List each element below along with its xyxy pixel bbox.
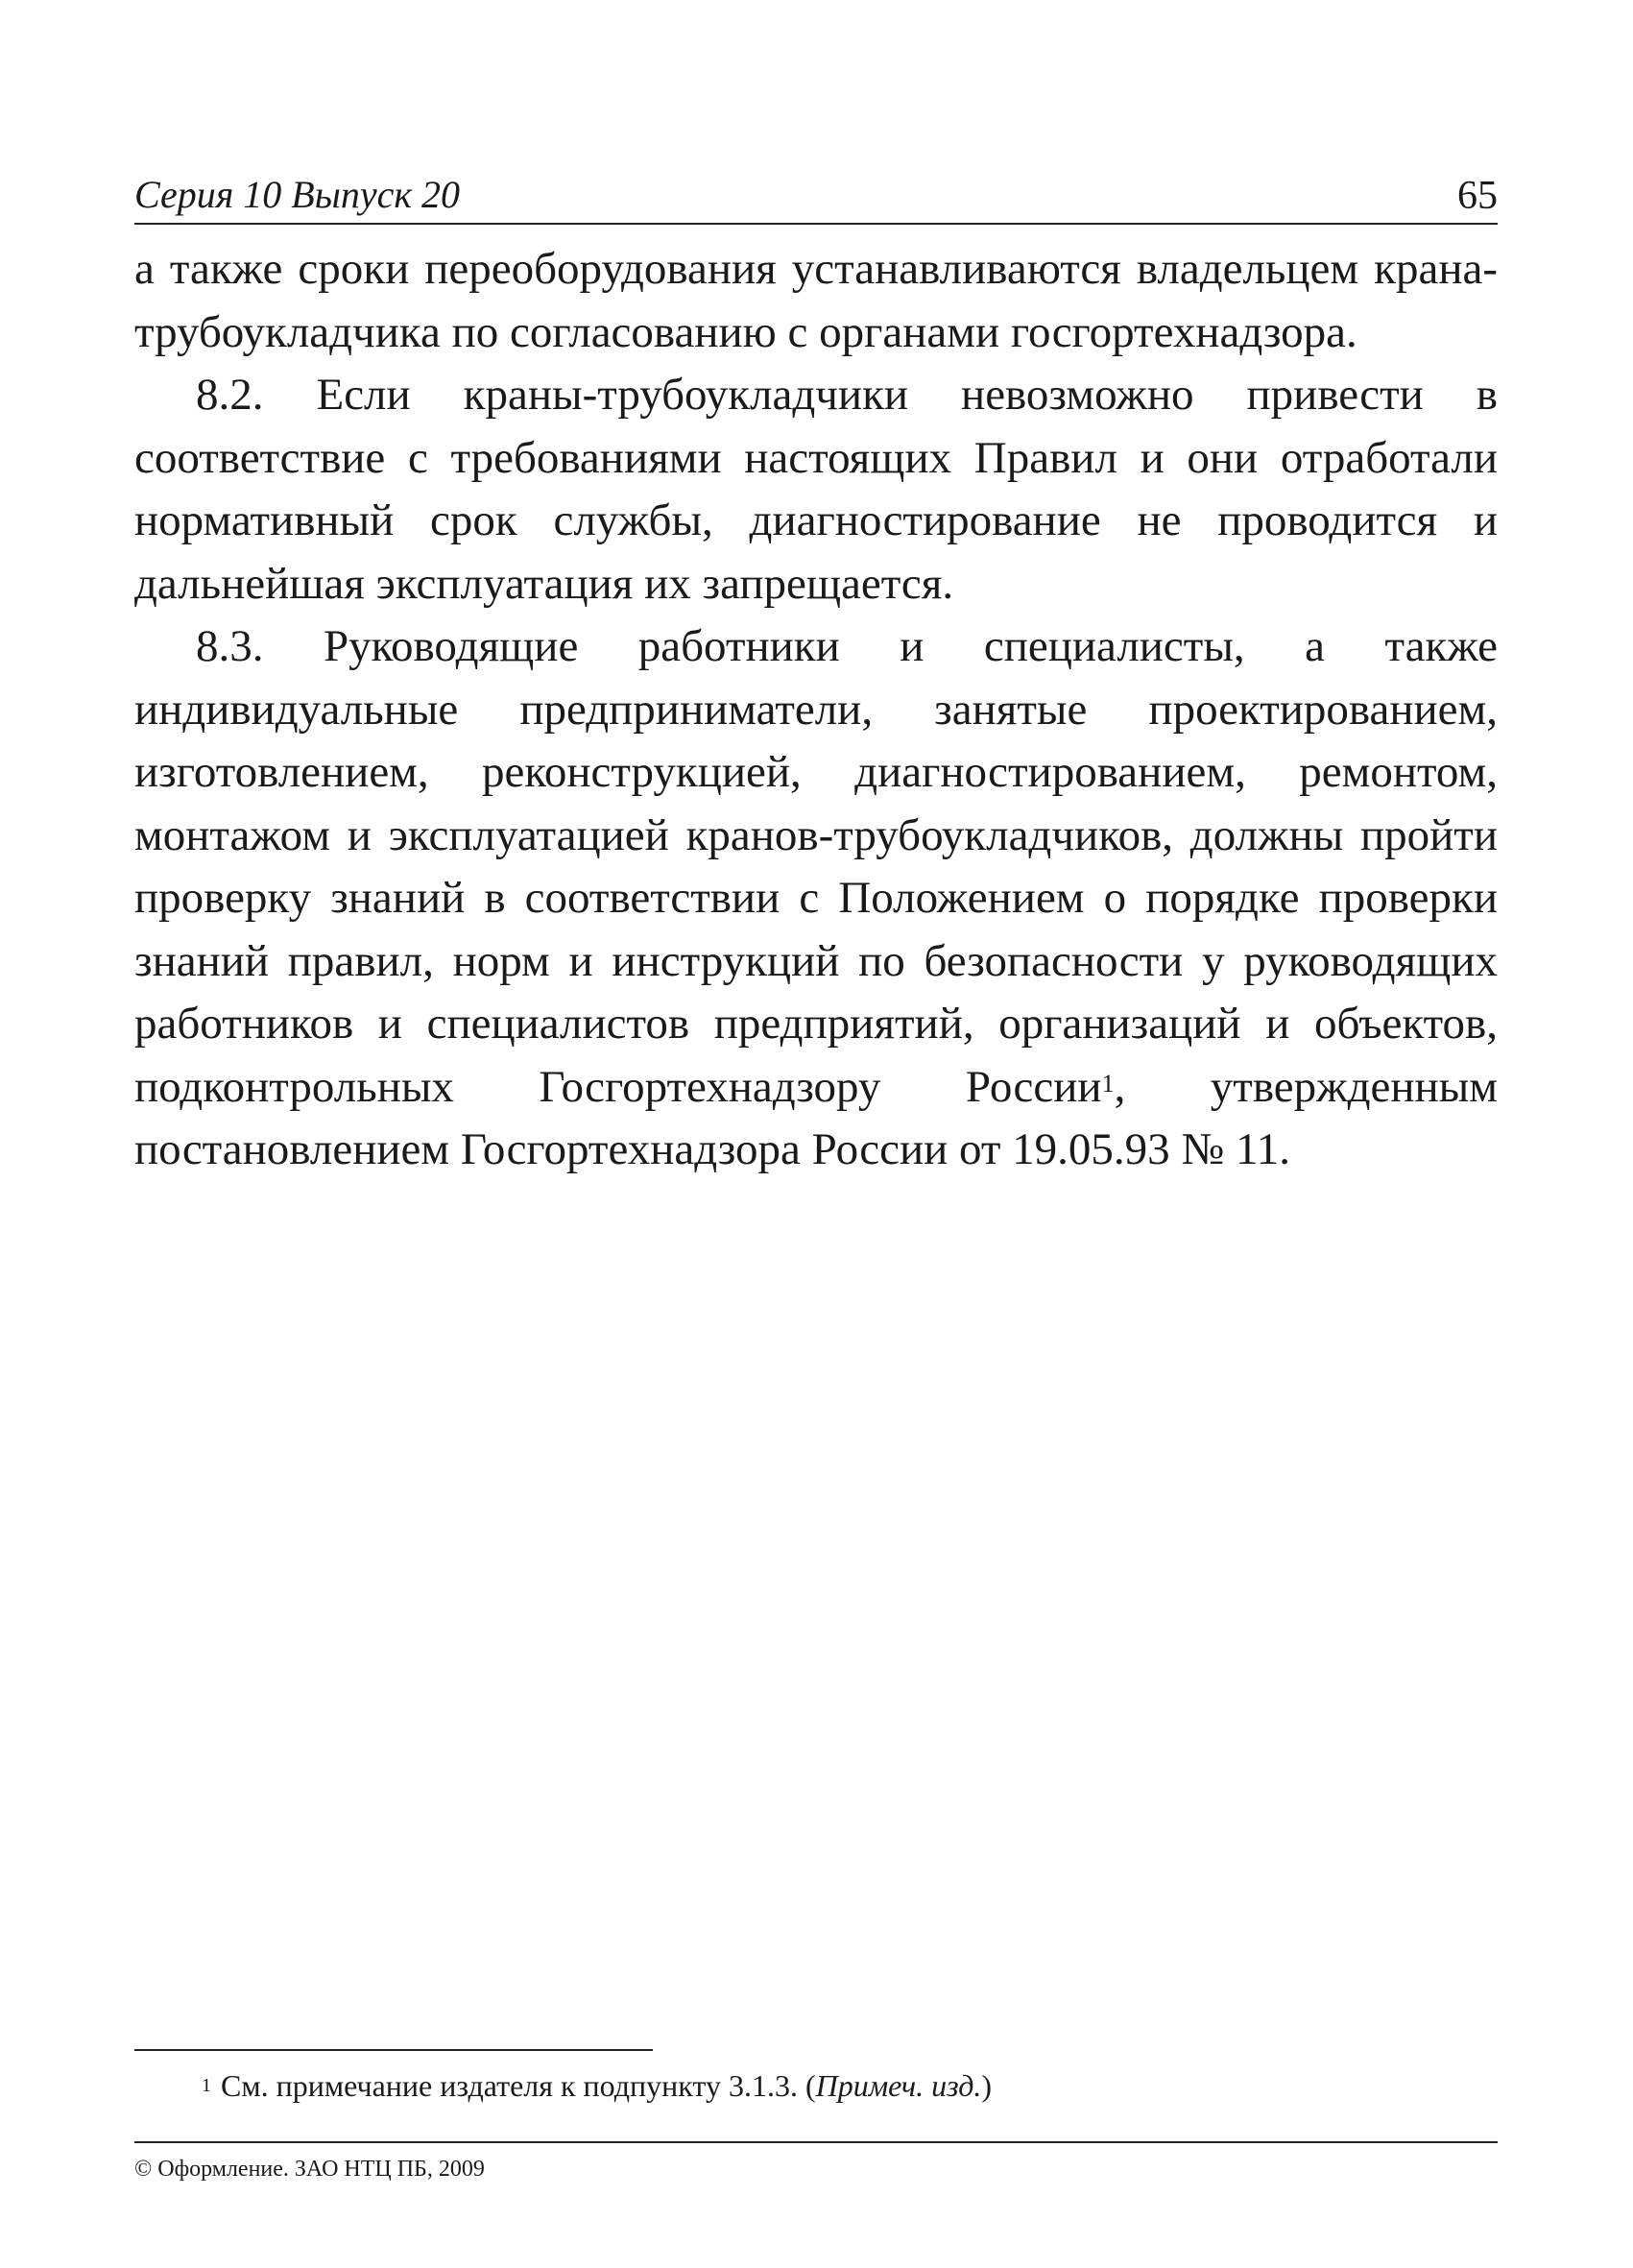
- paragraph-8-3-text: 8.3. Руководящие работники и специалисты, а также индивидуальные предприниматели, занятые проектированием, изготовлением, реконструкцией, диагностированием, ремонтом, монтажом и эксплуатацией кранов-трубоукладчиков, должны пройти проверку знаний в соответствии с Положением о порядке проверки знаний правил, норм и инструкций по безопасности у руководящих работников и специалистов предприятий, организаций и объектов, подконтрольных Госгортехнадзору России: [134, 621, 1498, 1112]
- footnote-mark: 1: [202, 2075, 211, 2096]
- footnote-italic: Примеч. изд.: [815, 2068, 982, 2103]
- page-number: 65: [1457, 174, 1498, 218]
- paragraph-8-2: 8.2. Если краны-трубоукладчики невозможно привести в соответствие с требованиями настоящих Правил и они отработали нормативный срок службы, диагностирование не проводится и дальнейшая эксплуатация их запрещается.: [134, 370, 1498, 609]
- paragraph-8-3: [134, 615, 1498, 1182]
- footnote-reference[interactable]: 1: [1101, 1069, 1115, 1098]
- footnote-divider: [134, 2049, 653, 2051]
- footnote-text: См. примечание издателя к подпункту 3.1.3. (: [221, 2068, 816, 2103]
- main-text: [134, 238, 1498, 1182]
- page-header: [134, 169, 1498, 225]
- series-title: Серия 10 Выпуск 20: [134, 173, 461, 216]
- footnote: [202, 2066, 992, 2105]
- copyright-line: © Оформление. ЗАО НТЦ ПБ, 2009: [134, 2157, 485, 2182]
- paragraph-continuation: а также сроки переоборудования устанавливаются владельцем крана-трубоукладчика по согласованию с органами госгортехнадзора.: [134, 244, 1498, 357]
- paragraph-8-3-text-end: , утвержденным постановлением Госгортехнадзора России от 19.05.93 № 11.: [134, 1061, 1498, 1174]
- bottom-divider: [134, 2141, 1498, 2143]
- footnote-close: ): [981, 2068, 993, 2103]
